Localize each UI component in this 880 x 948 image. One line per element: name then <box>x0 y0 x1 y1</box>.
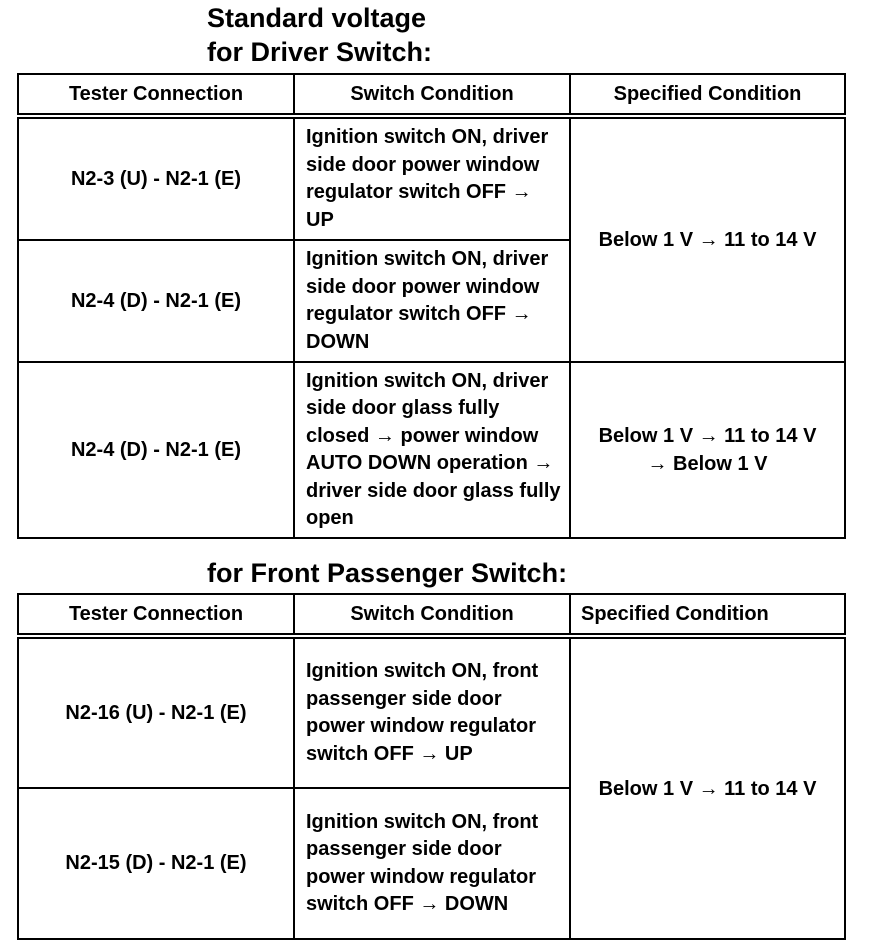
column-header-tester-connection: Tester Connection <box>18 74 294 116</box>
specified-condition-line: Below 1 V → 11 to 14 V <box>598 425 817 447</box>
column-header-specified-condition: Specified Condition <box>570 594 845 636</box>
table-row <box>18 116 845 240</box>
table-header-row <box>18 74 845 116</box>
front-passenger-switch-table <box>17 593 846 940</box>
tester-connection-cell: N2-4 (D) - N2-1 (E) <box>18 240 294 362</box>
page-title: Standard voltage <box>207 3 427 33</box>
specified-condition-line: → Below 1 V <box>647 453 768 475</box>
specified-condition-cell <box>570 362 845 538</box>
switch-condition-cell: Ignition switch ON, front passenger side door power window regulator switch OFF → DOWN <box>294 788 570 939</box>
switch-condition-cell: Ignition switch ON, driver side door power window regulator switch OFF → UP <box>294 116 570 240</box>
table-row <box>18 636 845 788</box>
column-header-switch-condition: Switch Condition <box>294 594 570 636</box>
column-header-tester-connection: Tester Connection <box>18 594 294 636</box>
table-header-row <box>18 594 845 636</box>
tester-connection-cell: N2-4 (D) - N2-1 (E) <box>18 362 294 538</box>
column-header-switch-condition: Switch Condition <box>294 74 570 116</box>
switch-condition-cell: Ignition switch ON, driver side door glass fully closed → power window AUTO DOWN operation → driver side door glass fully open <box>294 362 570 538</box>
column-header-specified-condition: Specified Condition <box>570 74 845 116</box>
specified-condition-cell: Below 1 V → 11 to 14 V <box>570 636 845 939</box>
front-passenger-switch-heading: for Front Passenger Switch: <box>207 558 568 588</box>
tester-connection-cell: N2-15 (D) - N2-1 (E) <box>18 788 294 939</box>
tester-connection-cell: N2-3 (U) - N2-1 (E) <box>18 116 294 240</box>
switch-condition-cell: Ignition switch ON, front passenger side door power window regulator switch OFF → UP <box>294 636 570 788</box>
driver-switch-heading: for Driver Switch: <box>207 37 433 67</box>
switch-condition-cell: Ignition switch ON, driver side door power window regulator switch OFF → DOWN <box>294 240 570 362</box>
tester-connection-cell: N2-16 (U) - N2-1 (E) <box>18 636 294 788</box>
table-row <box>18 362 845 538</box>
specified-condition-cell: Below 1 V → 11 to 14 V <box>570 116 845 362</box>
driver-switch-table <box>17 73 846 539</box>
